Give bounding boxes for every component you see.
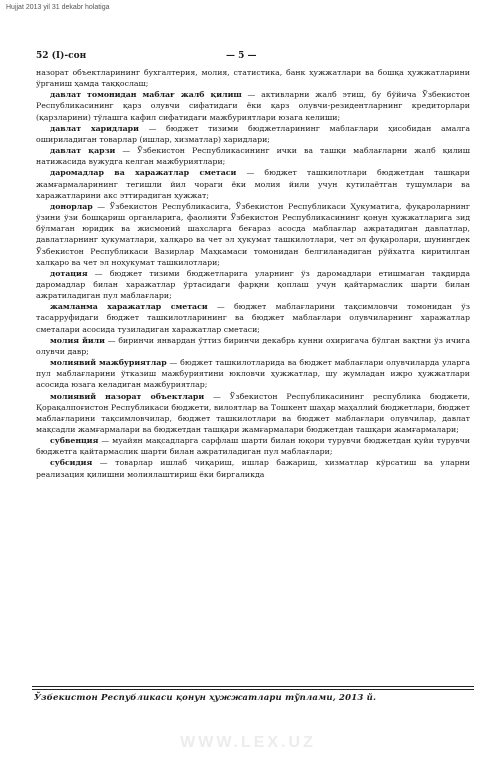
defined-term: молия йили — [50, 335, 105, 345]
definition-text: — бюджет маблағларини тақсимловчи томонидан ўз тасарруфидаги бюджет ташкилотларининг ва бюджет маблағлари олувчиларнинг харажатлар сметалари асосида тузиладиган харажатлар сметаси; — [36, 302, 470, 334]
paragraph — [36, 268, 470, 301]
definition-text: — биринчи январдан ўттиз биринчи декабрь кунни охиригача бўлган вақтни ўз ичига олувчи давр; — [36, 335, 470, 356]
issue-number: 52 (I)-сон — [36, 51, 87, 61]
defined-term: субвенция — [50, 436, 99, 446]
document-status-note: Hujjat 2013 yil 31 dekabr holatiga — [6, 4, 110, 11]
paragraph — [36, 89, 470, 122]
definition-text: — бюджет тизими бюджетларининг маблағлари ҳисобидан амалга ошириладиган товарлар (ишлар, хизматлар) харидлари; — [36, 123, 470, 144]
paragraph — [36, 145, 470, 167]
defined-term: молиявий назорат объектлари — [50, 391, 205, 401]
defined-term: давлат қарзи — [50, 146, 116, 156]
watermark: WWW.LEX.UZ — [180, 734, 316, 751]
paragraph — [36, 435, 470, 457]
paragraph — [36, 67, 470, 89]
definition-text: — Ўзбекистон Республикасига, Ўзбекистон Республикаси Ҳукуматига, фуқароларнинг ўзини ўзи бошқариш органларига, фаолияти Ўзбекистон Республикасининг қонун ҳужжатларига зид бўлмаган юридик ва жисмоний шахсларга беғараз асосда маблағлар ажратадиган давлатлар, давлатларнинг ҳукуматлари, халқаро ва чет эл ҳукумат ташкилотлари, чет эл фуқаролари, шунингдек Ўзбекистон Республикаси Вазирлар Маҳкамаси томонидан белгиланадиган рўйхатга киритилган халқаро ва чет эл ноҳукумат ташкилотлари; — [36, 201, 470, 267]
running-head — [36, 51, 470, 63]
definition-text: — бюджет тизими бюджетларига уларнинг ўз даромадлари етишмаган тақдирда даромадлар билан харажатлар ўртасидаги фарқни қоплаш учун қайтармаслик шарти билан ажратиладиган пул маблағлари; — [36, 268, 470, 301]
page-number: — 5 — — [226, 51, 257, 61]
defined-term: жамланма харажатлар сметаси — [50, 302, 208, 312]
defined-term: субсидия — [50, 458, 93, 468]
footer-rule — [32, 689, 474, 690]
paragraph — [36, 301, 470, 334]
paragraph — [36, 457, 470, 479]
paragraph — [36, 391, 470, 436]
definition-text: — Ўзбекистон Республикасининг ички ва ташқи маблағларни жалб қилиш натижасида вужудга келган мажбуриятлари; — [36, 146, 470, 167]
definition-text: — муайян мақсадларга сарфлаш шарти билан юқори турувчи бюджетдан қуйи турувчи бюджетга қайтармаслик шарти билан ажратиладиган пул маблағлари; — [36, 436, 470, 457]
defined-term: даромадлар ва харажатлар сметаси — [50, 168, 237, 178]
publication-footer: Ўзбекистон Республикаси қонун ҳужжатлари тўплами, 2013 й. — [34, 693, 377, 703]
definition-text: назорат объектларининг бухгалтерия, молия, статистика, банк ҳужжатлари ва бошқа ҳужжатларини ўрганиш ҳамда таққослаш; — [36, 68, 470, 89]
paragraph — [36, 335, 470, 357]
paragraph — [36, 357, 470, 390]
paragraph — [36, 167, 470, 200]
defined-term: дотация — [50, 268, 88, 278]
definition-text: — активларни жалб этиш, бу бўйича Ўзбекистон Республикасининг қарз олувчи сифатидаги ёки қарз олувчи-резидентларнинг кредиторлари (қарзларини) тўлашга кафил сифатидаги мажбуриятлари юзага келиши; — [36, 90, 470, 122]
defined-term: молиявий мажбуриятлар — [50, 358, 167, 368]
document-body — [36, 67, 470, 683]
defined-term: донорлар — [50, 201, 93, 211]
footer-rule — [32, 686, 474, 687]
paragraph — [36, 123, 470, 145]
definition-text: — бюджет ташкилотларида ва бюджет маблағлари олувчиларда уларга пул маблағларини ўтказиш мажбуриятини юкловчи ҳужжатлар, шу жумладан ижро ҳужжатлари асосида юзага келадиган мажбуриятлар; — [36, 358, 470, 390]
defined-term: давлат харидлари — [50, 123, 139, 133]
definition-text: — Ўзбекистон Республикасининг республика бюджети, Қорақалпоғистон Республикаси бюджети, вилоятлар ва Тошкент шаҳар маҳаллий бюджетлари, бюджет маблағларини тақсимловчилар, бюджет ташкилотлари ва бюджет маблағлари олувчилар, давлат мақсадли жамғармалари ва бюджетдан ташқари жамғармалари бюджетдан ташқари жамғармалари; — [36, 391, 470, 434]
definition-text: — бюджет ташкилотлари бюджетдан ташқари жамғармаларининг тегишли йил чораги ёки молия йили учун кутилаётган тушумлари ва харажатларини акс эттирадиган ҳужжат; — [36, 168, 470, 200]
defined-term: давлат томонидан маблағ жалб қилиш — [50, 90, 242, 100]
paragraph — [36, 201, 470, 268]
definition-text: — товарлар ишлаб чиқариш, ишлар бажариш, хизматлар кўрсатиш ва уларни реализация қилишни молиялаштириш ёки биргаликда — [36, 458, 470, 479]
